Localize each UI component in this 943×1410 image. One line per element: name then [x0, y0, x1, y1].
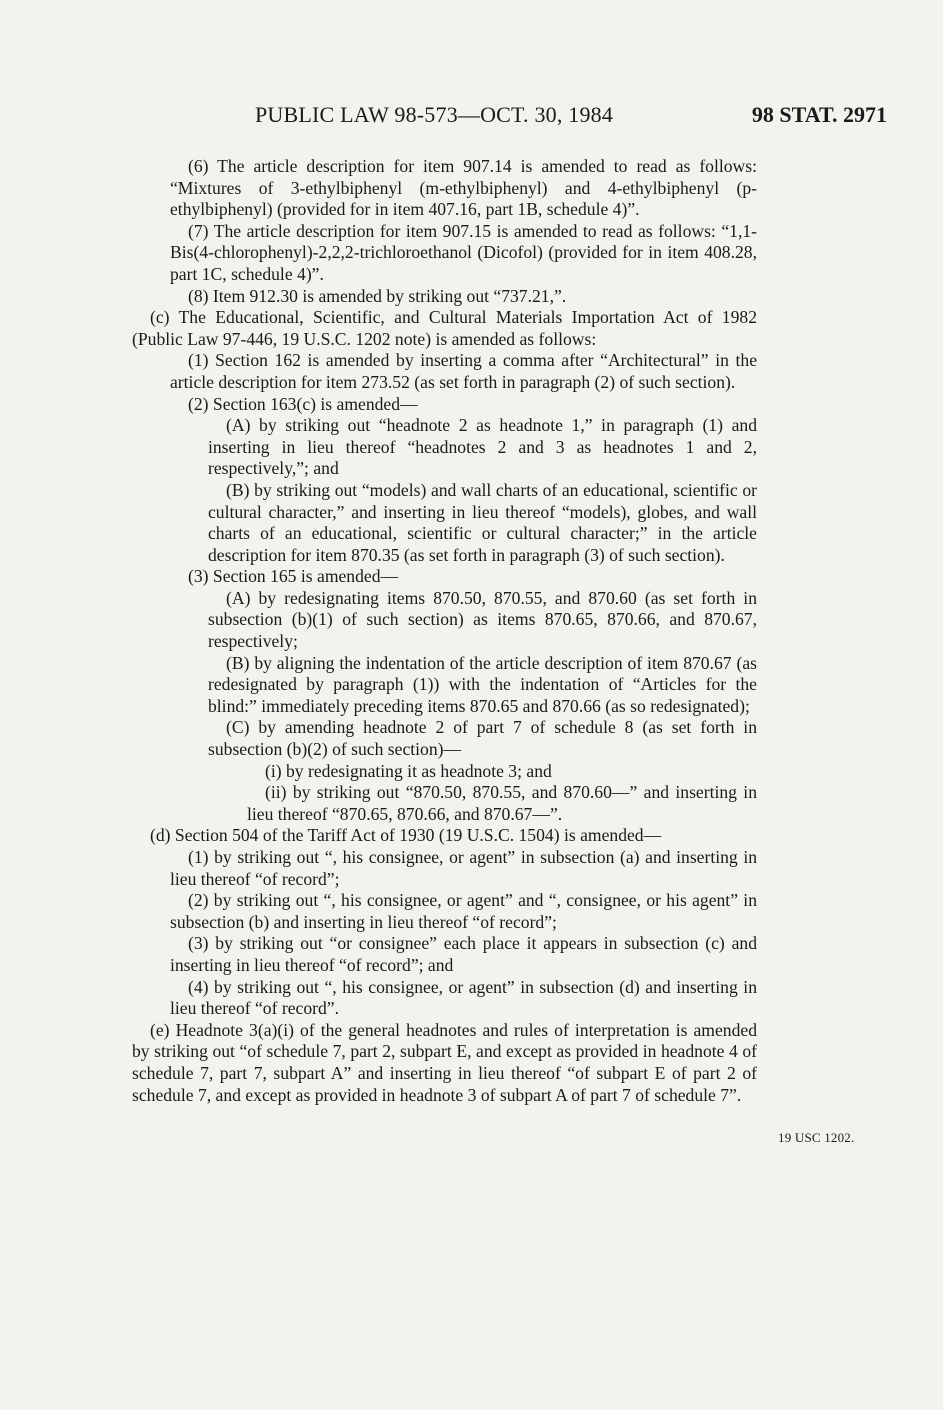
clause-c3a: (A) by redesignating items 870.50, 870.55, and 870.60 (as set forth in subsection (b)(1) of such section) as items 870.65, 870.66, and 870.67, respectively;: [208, 587, 757, 652]
clause-c3c: (C) by amending headnote 2 of part 7 of schedule 8 (as set forth in subsection (b)(2) of such section)—: [208, 717, 757, 760]
paragraph-c2: (2) Section 163(c) is amended—: [188, 393, 418, 414]
paragraph-8: (8) Item 912.30 is amended by striking out “737.21,”.: [188, 285, 567, 306]
document-body: [132, 156, 757, 1106]
paragraph-d4: (4) by striking out “, his consignee, or agent” in subsection (d) and inserting in lieu thereof “of record”.: [170, 976, 757, 1019]
paragraph-6: (6) The article description for item 907.14 is amended to read as follows: “Mixtures of 3-ethylbiphenyl (m-ethylbiphenyl) and 4-ethylbiphenyl (p-ethylbiphenyl) (provided for in item 407.16, part 1B, schedule 4)”.: [170, 156, 757, 220]
paragraph-c3: (3) Section 165 is amended—: [188, 566, 399, 587]
paragraph-d3: (3) by striking out “or consignee” each place it appears in subsection (c) and inserting in lieu thereof “of record”; and: [170, 933, 757, 975]
running-head-title: PUBLIC LAW 98-573—OCT. 30, 1984: [255, 102, 614, 127]
margin-citation: 19 USC 1202.: [778, 1130, 855, 1145]
subsection-e: (e) Headnote 3(a)(i) of the general headnotes and rules of interpretation is amended by striking out “of schedule 7, part 2, subpart E, and except as provided in headnote 4 of schedule 7, part 7, subpart A” and inserting in lieu thereof “of subpart E of part 2 of schedule 7, and except as provided in headnote 3 of subpart A of part 7 of schedule 7”.: [132, 1019, 757, 1105]
subclause-c3c-ii: (ii) by striking out “870.50, 870.55, and 870.60—” and inserting in lieu thereof “870.65, 870.66, and 870.67—”.: [247, 782, 757, 824]
paragraph-d2: (2) by striking out “, his consignee, or agent” and “, consignee, or his agent” in subsection (b) and inserting in lieu thereof “of record”;: [170, 890, 757, 932]
page-header: [0, 102, 943, 138]
clause-c2a: (A) by striking out “headnote 2 as headnote 1,” in paragraph (1) and inserting in lieu thereof “headnotes 2 and 3 as headnotes 1 and 2, respectively,”; and: [208, 415, 757, 479]
clause-c3b: (B) by aligning the indentation of the article description of item 870.67 (as redesignated by paragraph (1)) with the indentation of “Articles for the blind:” immediately preceding items 870.65 and 870.66 (as so redesignated);: [208, 652, 757, 716]
paragraph-c1: (1) Section 162 is amended by inserting a comma after “Architectural” in the article description for item 273.52 (as set forth in paragraph (2) of such section).: [170, 350, 757, 392]
subsection-c: (c) The Educational, Scientific, and Cultural Materials Importation Act of 1982 (Public Law 97-446, 19 U.S.C. 1202 note) is amended as follows:: [132, 307, 757, 349]
paragraph-d1: (1) by striking out “, his consignee, or agent” in subsection (a) and inserting in lieu thereof “of record”;: [170, 847, 757, 889]
subsection-d: (d) Section 504 of the Tariff Act of 1930 (19 U.S.C. 1504) is amended—: [150, 825, 662, 846]
clause-c2b: (B) by striking out “models) and wall charts of an educational, scientific or cultural character,” and inserting in lieu thereof “models), globes, and wall charts of an educational, scientific or cultural character;” in the article description for item 870.35 (as set forth in paragraph (3) of such section).: [208, 479, 757, 565]
subclause-c3c-i: (i) by redesignating it as headnote 3; and: [265, 760, 552, 781]
paragraph-7: (7) The article description for item 907.15 is amended to read as follows: “1,1-Bis(4-chlorophenyl)-2,2,2-trichloroethanol (Dicofol) (provided for in item 408.28, part 1C, schedule 4)”.: [170, 220, 757, 284]
statute-page-number: 98 STAT. 2971: [751, 102, 887, 127]
